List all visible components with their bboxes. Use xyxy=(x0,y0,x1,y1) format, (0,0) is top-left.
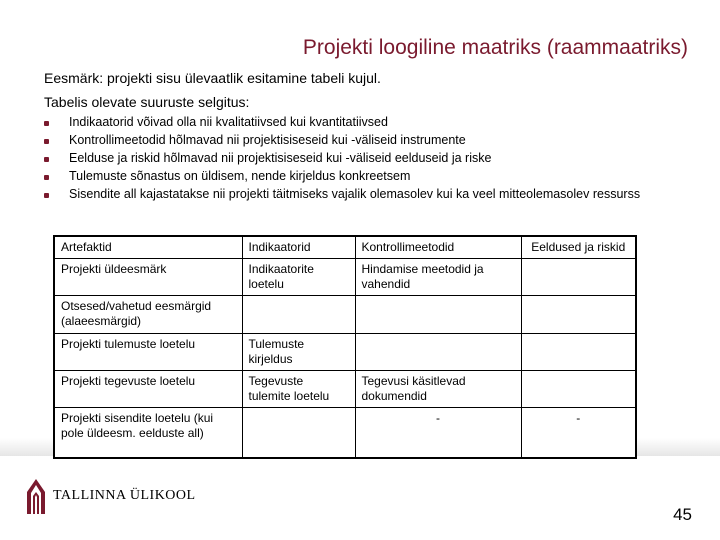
list-item xyxy=(44,185,664,203)
cell: - xyxy=(355,408,521,458)
logo-text: TALLINNA ÜLIKOOL xyxy=(53,488,196,503)
bullet-icon xyxy=(44,175,49,180)
cell xyxy=(521,371,636,408)
cell xyxy=(521,334,636,371)
bullet-icon xyxy=(44,193,49,198)
header-cell: Artefaktid xyxy=(54,236,242,259)
table-row xyxy=(54,371,636,408)
header-cell: Indikaatorid xyxy=(242,236,355,259)
cell: Projekti tulemuste loetelu xyxy=(54,334,242,371)
bullet-text: Tulemuste sõnastus on üldisem, nende kirjeldus konkreetsem xyxy=(69,169,411,183)
cell xyxy=(355,296,521,334)
bullet-text: Indikaatorid võivad olla nii kvalitatiivsed kui kvantitatiivsed xyxy=(69,115,388,129)
table-row xyxy=(54,334,636,371)
bullet-icon xyxy=(44,121,49,126)
bullet-icon xyxy=(44,157,49,162)
cell: Projekti üldeesmärk xyxy=(54,259,242,296)
header-cell: Kontrollimeetodid xyxy=(355,236,521,259)
bullet-text: Sisendite all kajastatakse nii projekti täitmiseks vajalik olemasolev kui ka veel mitteolemasolev ressurss xyxy=(69,187,641,201)
cell xyxy=(521,296,636,334)
cell: Hindamise meetodid ja vahendid xyxy=(355,259,521,296)
cell xyxy=(242,296,355,334)
university-logo xyxy=(25,478,196,514)
bullet-text: Eelduse ja riskid hõlmavad nii projektisiseseid kui -väliseid eelduseid ja riske xyxy=(69,151,492,165)
cell: Tegevusi käsitlevad dokumendid xyxy=(355,371,521,408)
table-header-row xyxy=(54,236,636,259)
cell: Tulemuste kirjeldus xyxy=(242,334,355,371)
cell xyxy=(355,334,521,371)
table-row xyxy=(54,259,636,296)
bullet-icon xyxy=(44,139,49,144)
cell: Projekti tegevuste loetelu xyxy=(54,371,242,408)
cell xyxy=(521,259,636,296)
logframe-table xyxy=(53,235,637,459)
bullet-list xyxy=(44,113,664,203)
cell: Otsesed/vahetud eesmärgid (alaeesmärgid) xyxy=(54,296,242,334)
page-number: 45 xyxy=(673,505,692,524)
table-row xyxy=(54,296,636,334)
list-item xyxy=(44,149,664,167)
table-row xyxy=(54,408,636,458)
cell: - xyxy=(521,408,636,458)
list-item xyxy=(44,113,664,131)
cell: Projekti sisendite loetelu (kui pole üldeesm. eelduste all) xyxy=(54,408,242,458)
arch-icon xyxy=(25,478,47,514)
list-item xyxy=(44,131,664,149)
bullet-text: Kontrollimeetodid hõlmavad nii projektisiseseid kui -väliseid instrumente xyxy=(69,133,466,147)
cell: Tegevuste tulemite loetelu xyxy=(242,371,355,408)
goal-text: Eesmärk: projekti sisu ülevaatlik esitamine tabeli kujul. xyxy=(44,70,381,86)
slide-title: Projekti loogiline maatriks (raammaatriks) xyxy=(302,36,688,59)
legend-intro: Tabelis olevate suuruste selgitus: xyxy=(44,94,250,110)
cell: Indikaatorite loetelu xyxy=(242,259,355,296)
cell xyxy=(242,408,355,458)
list-item xyxy=(44,167,664,185)
header-cell: Eeldused ja riskid xyxy=(521,236,636,259)
